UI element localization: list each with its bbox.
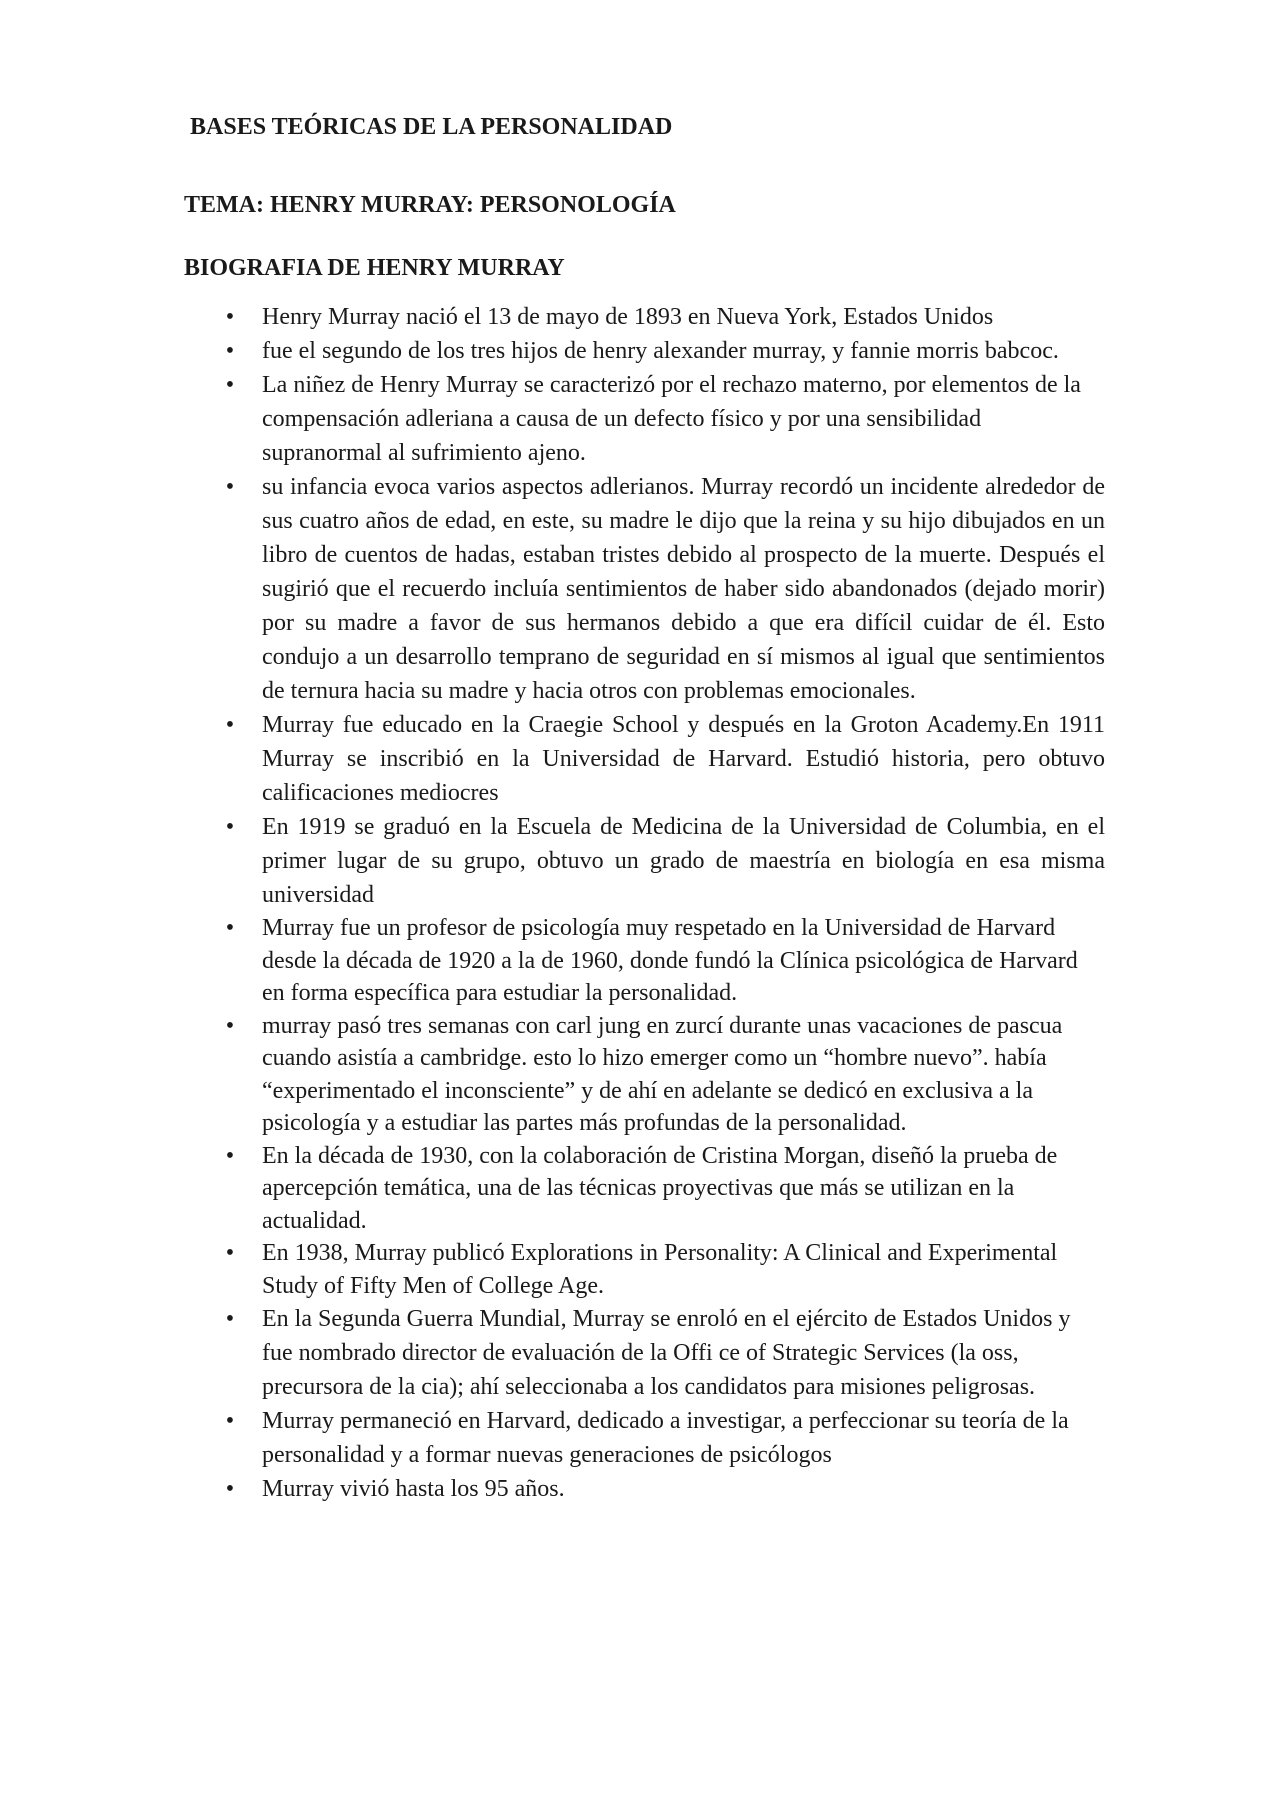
document-title: BASES TEÓRICAS DE LA PERSONALIDAD xyxy=(190,114,673,140)
list-item xyxy=(220,708,1105,810)
list-item-text: Murray fue educado en la Craegie School y después en la Groton Academy.En 1911 Murray se inscribió en la Universidad de Harvard. Estudió historia, pero obtuvo calificaciones mediocres xyxy=(262,712,1105,806)
bullet-icon: • xyxy=(225,1012,235,1039)
list-item xyxy=(220,1140,1105,1238)
bullet-icon: • xyxy=(225,304,235,330)
biography-bullet-list xyxy=(220,300,1105,1506)
list-item xyxy=(220,1302,1105,1404)
list-item-text: En 1919 se graduó en la Escuela de Medicina de la Universidad de Columbia, en el primer lugar de su grupo, obtuvo un grado de maestría en biología en esa misma universidad xyxy=(262,814,1105,908)
topic-heading: TEMA: HENRY MURRAY: PERSONOLOGÍA xyxy=(184,192,676,218)
list-item-text: murray pasó tres semanas con carl jung en zurcí durante unas vacaciones de pascua cuando asistía a cambridge. esto lo hizo emerger como un “hombre nuevo”. había “experimentado el inconsciente” y de ahí en adelante se dedicó en exclusiva a la psicología y a estudiar las partes más profundas de la personalidad. xyxy=(262,1012,1063,1136)
bullet-icon: • xyxy=(225,1306,235,1332)
list-item xyxy=(220,1010,1105,1140)
bullet-icon: • xyxy=(225,1142,235,1169)
list-item-text: En la Segunda Guerra Mundial, Murray se enroló en el ejército de Estados Unidos y fue nombrado director de evaluación de la Offi ce of Strategic Services (la oss, precursora de la cia); ahí seleccionaba a los candidatos para misiones peligrosas. xyxy=(262,1306,1071,1400)
list-item xyxy=(220,368,1105,470)
list-item xyxy=(220,810,1105,912)
list-item-text: Henry Murray nació el 13 de mayo de 1893 en Nueva York, Estados Unidos xyxy=(262,304,994,330)
list-item xyxy=(220,334,1105,368)
bullet-icon: • xyxy=(225,712,235,738)
list-item xyxy=(220,912,1105,1010)
bullet-icon: • xyxy=(225,1476,235,1502)
list-item-text: Murray fue un profesor de psicología muy respetado en la Universidad de Harvard desde la década de 1920 a la de 1960, donde fundó la Clínica psicológica de Harvard en forma específica para estudiar la personalidad. xyxy=(262,915,1078,1006)
bullet-icon: • xyxy=(225,915,235,941)
bullet-icon: • xyxy=(225,814,235,840)
list-item-text: En la década de 1930, con la colaboración de Cristina Morgan, diseñó la prueba de apercepción temática, una de las técnicas proyectivas que más se utilizan en la actualidad. xyxy=(262,1142,1058,1234)
list-item-text: Murray vivió hasta los 95 años. xyxy=(262,1476,565,1502)
list-item xyxy=(220,1472,1105,1506)
bullet-icon: • xyxy=(225,474,235,500)
bullet-icon: • xyxy=(225,1240,235,1266)
bullet-icon: • xyxy=(225,338,235,364)
bullet-icon: • xyxy=(225,372,235,398)
list-item xyxy=(220,1404,1105,1472)
list-item-text: su infancia evoca varios aspectos adlerianos. Murray recordó un incidente alrededor de sus cuatro años de edad, en este, su madre le dijo que la reina y su hijo dibujados en un libro de cuentos de hadas, estaban tristes debido al prospecto de la muerte. Después el sugirió que el recuerdo incluía sentimientos de haber sido abandonados (dejado morir) por su madre a favor de sus hermanos debido a que era difícil cuidar de él. Esto condujo a un desarrollo temprano de seguridad en sí mismos al igual que sentimientos de ternura hacia su madre y hacia otros con problemas emocionales. xyxy=(262,474,1105,704)
section-heading: BIOGRAFIA DE HENRY MURRAY xyxy=(184,255,565,281)
list-item xyxy=(220,470,1105,708)
list-item xyxy=(220,1237,1105,1302)
list-item xyxy=(220,300,1105,334)
list-item-text: En 1938, Murray publicó Explorations in Personality: A Clinical and Experimental Study of Fifty Men of College Age. xyxy=(262,1240,1058,1299)
bullet-icon: • xyxy=(225,1408,235,1434)
list-item-text: La niñez de Henry Murray se caracterizó por el rechazo materno, por elementos de la compensación adleriana a causa de un defecto físico y por una sensibilidad supranormal al sufrimiento ajeno. xyxy=(262,372,1081,466)
list-item-text: fue el segundo de los tres hijos de henry alexander murray, y fannie morris babcoc. xyxy=(262,338,1059,364)
list-item-text: Murray permaneció en Harvard, dedicado a investigar, a perfeccionar su teoría de la personalidad y a formar nuevas generaciones de psicólogos xyxy=(262,1408,1069,1468)
